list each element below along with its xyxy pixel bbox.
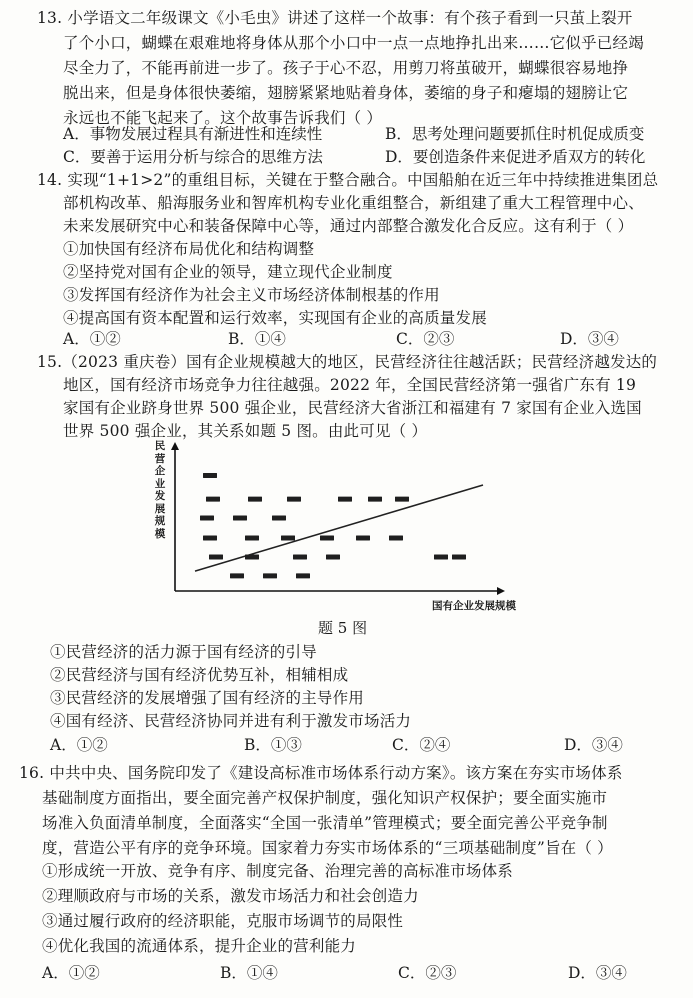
q13-stem-line: 脱出来，但是身体很快萎缩，翅膀紧紧地贴着身体，萎缩的身子和瘪塌的翅膀让它 bbox=[63, 84, 629, 102]
q13-option-c[interactable]: C．要善于运用分析与综合的思维方法 bbox=[63, 148, 323, 166]
figure-5-chart bbox=[150, 438, 540, 608]
data-point bbox=[326, 554, 340, 559]
data-point bbox=[233, 516, 247, 521]
q14-item: ②坚持党对国有企业的领导，建立现代企业制度 bbox=[63, 263, 393, 281]
data-point bbox=[389, 536, 403, 541]
data-point bbox=[206, 497, 220, 502]
x-axis-arrow bbox=[497, 587, 505, 595]
y-axis-arrow bbox=[171, 442, 179, 450]
q16-item: ②理顺政府与市场的关系，激发市场活力和社会创造力 bbox=[42, 887, 419, 905]
q13-option-a[interactable]: A．事物发展过程具有渐进性和连续性 bbox=[63, 125, 323, 143]
q15-option-b[interactable]: B．①③ bbox=[244, 736, 302, 754]
data-point bbox=[434, 554, 448, 559]
q15-stem-line: 家国有企业跻身世界 500 强企业，民营经济大省浙江和福建有 7 家国有企业入选国 bbox=[63, 399, 642, 417]
data-point bbox=[320, 536, 334, 541]
data-point bbox=[296, 573, 310, 578]
data-point bbox=[200, 516, 214, 521]
q16-item: ④优化我国的流通体系，提升企业的营利能力 bbox=[42, 937, 357, 955]
q14-item: ④提高国有资本配置和运行效率，实现国有企业的高质量发展 bbox=[63, 309, 487, 327]
chart-x-axis-label: 国有企业发展规模 bbox=[432, 600, 516, 612]
data-point bbox=[293, 554, 307, 559]
q15-item: ②民营经济与国有经济优势互补，相辅相成 bbox=[50, 666, 349, 684]
data-point bbox=[368, 497, 382, 502]
data-point bbox=[203, 536, 217, 541]
q16-option-d[interactable]: D．③④ bbox=[568, 964, 627, 982]
q16-stem-line: 场准入负面清单制度，全面落实“全国一张清单”管理模式；要全面完善公平竞争制 bbox=[42, 814, 608, 832]
q13-stem-line: 永远也不能飞起来了。这个故事告诉我们（ ） bbox=[63, 109, 383, 127]
chart-markers bbox=[200, 473, 466, 578]
data-point bbox=[356, 536, 370, 541]
q15-option-a[interactable]: A．①② bbox=[50, 736, 108, 754]
q16-stem-line: 16. 中共中央、国务院印发了《建设高标准市场体系行动方案》。该方案在夯实市场体系 bbox=[19, 764, 623, 782]
q16-stem-line: 度，营造公平有序的竞争环境。国家着力夯实市场体系的“三项基础制度”旨在（ ） bbox=[42, 839, 613, 857]
q16-stem-line: 基础制度方面指出，要全面完善产权保护制度，强化知识产权保护；要全面实施市 bbox=[42, 789, 608, 807]
data-point bbox=[263, 573, 277, 578]
data-point bbox=[245, 554, 259, 559]
q16-option-b[interactable]: B．①④ bbox=[220, 964, 278, 982]
data-point bbox=[230, 573, 244, 578]
q14-item: ③发挥国有经济作为社会主义市场经济体制根基的作用 bbox=[63, 286, 440, 304]
q16-option-a[interactable]: A．①② bbox=[42, 964, 100, 982]
chart-axes bbox=[171, 442, 505, 595]
q14-option-b[interactable]: B．①④ bbox=[228, 330, 286, 348]
q15-item: ③民营经济的发展增强了国有经济的主导作用 bbox=[50, 689, 365, 707]
data-point bbox=[209, 554, 223, 559]
q16-item: ①形成统一开放、竞争有序、制度完备、治理完善的高标准市场体系 bbox=[42, 862, 514, 880]
q15-item: ①民营经济的活力源于国有经济的引导 bbox=[50, 643, 317, 661]
figure-caption: 题 5 图 bbox=[318, 619, 368, 637]
data-point bbox=[338, 497, 352, 502]
q14-item: ①加快国有经济布局优化和结构调整 bbox=[63, 240, 315, 258]
q13-stem-line: 了个小口，蝴蝶在艰难地将身体从那个小口中一点一点地挣扎出来……它似乎已经竭 bbox=[63, 34, 644, 52]
data-point bbox=[248, 497, 262, 502]
q14-option-d[interactable]: D．③④ bbox=[560, 330, 619, 348]
q16-item: ③通过履行政府的经济职能，克服市场调节的局限性 bbox=[42, 912, 404, 930]
q15-option-c[interactable]: C．②④ bbox=[392, 736, 451, 754]
chart-y-axis-label: 民营企业发展规模 bbox=[154, 440, 166, 540]
q15-item: ④国有经济、民营经济协同并进有利于激发市场活力 bbox=[50, 712, 412, 730]
q16-option-c[interactable]: C．②③ bbox=[398, 964, 457, 982]
q15-stem-line: 世界 500 强企业，其关系如题 5 图。由此可见（ ） bbox=[63, 422, 428, 440]
q15-stem-line: 15.（2023 重庆卷）国有企业规模越大的地区，民营经济往往越活跃；民营经济越发达的 bbox=[37, 353, 658, 371]
data-point bbox=[452, 554, 466, 559]
data-point bbox=[281, 536, 295, 541]
q15-option-d[interactable]: D．③④ bbox=[564, 736, 623, 754]
q13-option-b[interactable]: B．思考处理问题要抓住时机促成质变 bbox=[385, 125, 645, 143]
data-point bbox=[287, 497, 301, 502]
data-point bbox=[272, 516, 286, 521]
q14-option-a[interactable]: A．①② bbox=[63, 330, 121, 348]
data-point bbox=[395, 497, 409, 502]
q14-stem-line: 未来发展研究中心和装备保障中心等，通过内部整合激发化合反应。这有利于（ ） bbox=[63, 217, 634, 235]
q13-stem-line: 13. 小学语文二年级课文《小毛虫》讲述了这样一个故事：有个孩子看到一只茧上裂开 bbox=[37, 9, 633, 27]
q14-stem-line: 14. 实现“1+1>2”的重组目标，关键在于整合融合。中国船舶在近三年中持续推进集团总 bbox=[37, 171, 659, 189]
q14-option-c[interactable]: C．②③ bbox=[396, 330, 455, 348]
q15-stem-line: 地区，国有经济市场竞争力往往越强。2022 年，全国民营经济第一强省广东有 19 bbox=[63, 376, 637, 394]
data-point bbox=[203, 473, 217, 478]
q13-option-d[interactable]: D．要创造条件来促进矛盾双方的转化 bbox=[385, 148, 646, 166]
q14-stem-line: 部机构改革、船海服务业和智库机构专业化重组整合，新组建了重大工程管理中心、 bbox=[63, 194, 644, 212]
data-point bbox=[245, 536, 259, 541]
q13-stem-line: 尽全力了，不能再前进一步了。孩子于心不忍，用剪刀将茧破开，蝴蝶很容易地挣 bbox=[63, 59, 629, 77]
